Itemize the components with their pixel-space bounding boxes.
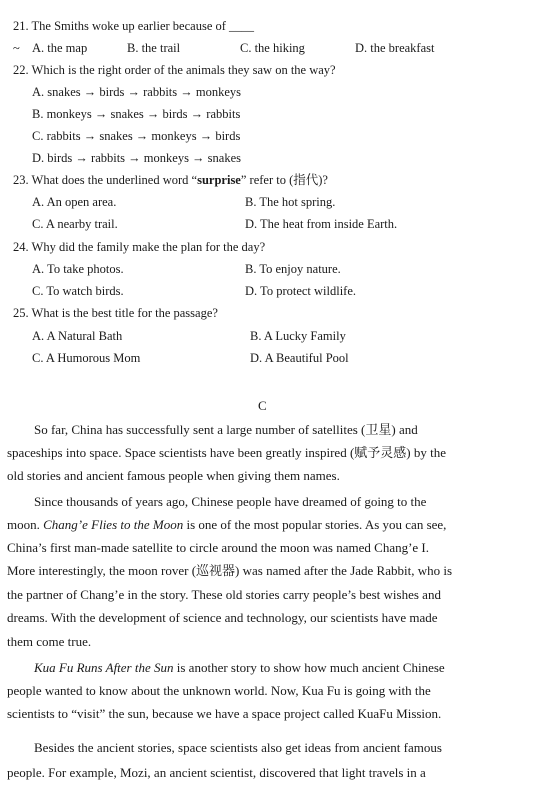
question-21-option-c: C. the hiking bbox=[240, 41, 305, 55]
passage-p2-line-4: More interestingly, the moon rover (巡视器) was named after the Jade Rabbit, who is bbox=[7, 563, 453, 578]
passage-p2-line-2-after: is one of the most popular stories. As you can see, bbox=[183, 517, 447, 532]
passage-p4-line-2: people. For example, Mozi, an ancient scientist, discovered that light travels in a bbox=[7, 765, 426, 780]
question-25-option-a: A. A Natural Bath bbox=[32, 329, 123, 343]
question-23-option-a: A. An open area. bbox=[32, 195, 117, 209]
question-24-option-b: B. To enjoy nature. bbox=[245, 262, 341, 276]
passage-p3-line-2: people wanted to know about the unknown world. Now, Kua Fu is going with the bbox=[7, 683, 431, 698]
question-23-option-d: D. The heat from inside Earth. bbox=[245, 217, 398, 231]
passage-p2-line-2 bbox=[7, 518, 446, 531]
question-22-option-d: D. birds → rabbits → monkeys → snakes bbox=[32, 151, 242, 165]
question-21-prefix-mark: ~ bbox=[13, 41, 20, 55]
passage-p2-line-2-before: moon. bbox=[7, 517, 44, 532]
question-23-stem bbox=[13, 174, 328, 187]
passage-p1-line-1: So far, China has successfully sent a large number of satellites (卫星) and bbox=[34, 422, 418, 437]
passage-p3-line-1 bbox=[34, 661, 445, 674]
question-25-stem: 25. What is the best title for the passage? bbox=[13, 306, 218, 320]
question-23-option-c: C. A nearby trail. bbox=[32, 217, 118, 231]
question-22-option-b: B. monkeys → snakes → birds → rabbits bbox=[32, 107, 241, 121]
question-22-option-c: C. rabbits → snakes → monkeys → birds bbox=[32, 129, 241, 143]
passage-p1-line-3: old stories and ancient famous people when giving them names. bbox=[7, 468, 340, 483]
question-23-stem-after: ” refer to (指代)? bbox=[240, 173, 328, 187]
passage-p2-line-5: the partner of Chang’e in the story. These old stories carry people’s best wishes and bbox=[7, 587, 441, 602]
question-25-option-b: B. A Lucky Family bbox=[250, 329, 346, 343]
passage-heading: C bbox=[258, 398, 267, 413]
question-21-option-b: B. the trail bbox=[127, 41, 181, 55]
passage-p3-line-3: scientists to “visit” the sun, because we have a space project called KuaFu Mission. bbox=[7, 706, 442, 721]
question-24-option-c: C. To watch birds. bbox=[32, 284, 124, 298]
passage-p2-line-3: China’s first man-made satellite to circle around the moon was named Chang’e I. bbox=[7, 540, 430, 555]
passage-p2-line-1: Since thousands of years ago, Chinese people have dreamed of going to the bbox=[34, 494, 427, 509]
question-24-stem: 24. Why did the family make the plan for the day? bbox=[13, 240, 266, 254]
question-21-stem: 21. The Smiths woke up earlier because of ____ bbox=[13, 19, 255, 33]
question-23-option-b: B. The hot spring. bbox=[245, 195, 336, 209]
story-title-kuafu: Kua Fu Runs After the Sun bbox=[34, 660, 174, 675]
question-25-option-c: C. A Humorous Mom bbox=[32, 351, 141, 365]
passage-p3-line-1-after: is another story to show how much ancient Chinese bbox=[173, 660, 445, 675]
passage-p2-line-6: dreams. With the development of science and technology, our scientists have made bbox=[7, 610, 438, 625]
question-24-option-a: A. To take photos. bbox=[32, 262, 124, 276]
passage-p1-line-2: spaceships into space. Space scientists have been greatly inspired (赋予灵感) by the bbox=[7, 445, 446, 460]
question-21-option-d: D. the breakfast bbox=[355, 41, 435, 55]
story-title-change: Chang’e Flies to the Moon bbox=[43, 517, 184, 532]
passage-p4-line-1: Besides the ancient stories, space scientists also get ideas from ancient famous bbox=[34, 740, 442, 755]
question-21-option-a: A. the map bbox=[32, 41, 88, 55]
question-24-option-d: D. To protect wildlife. bbox=[245, 284, 357, 298]
question-23-stem-before: 23. What does the underlined word “ bbox=[13, 173, 198, 187]
question-25-option-d: D. A Beautiful Pool bbox=[250, 351, 349, 365]
question-23-key-word: surprise bbox=[197, 173, 241, 187]
passage-p2-line-7: them come true. bbox=[7, 634, 92, 649]
question-22-option-a: A. snakes → birds → rabbits → monkeys bbox=[32, 85, 242, 99]
question-22-stem: 22. Which is the right order of the animals they saw on the way? bbox=[13, 63, 336, 77]
